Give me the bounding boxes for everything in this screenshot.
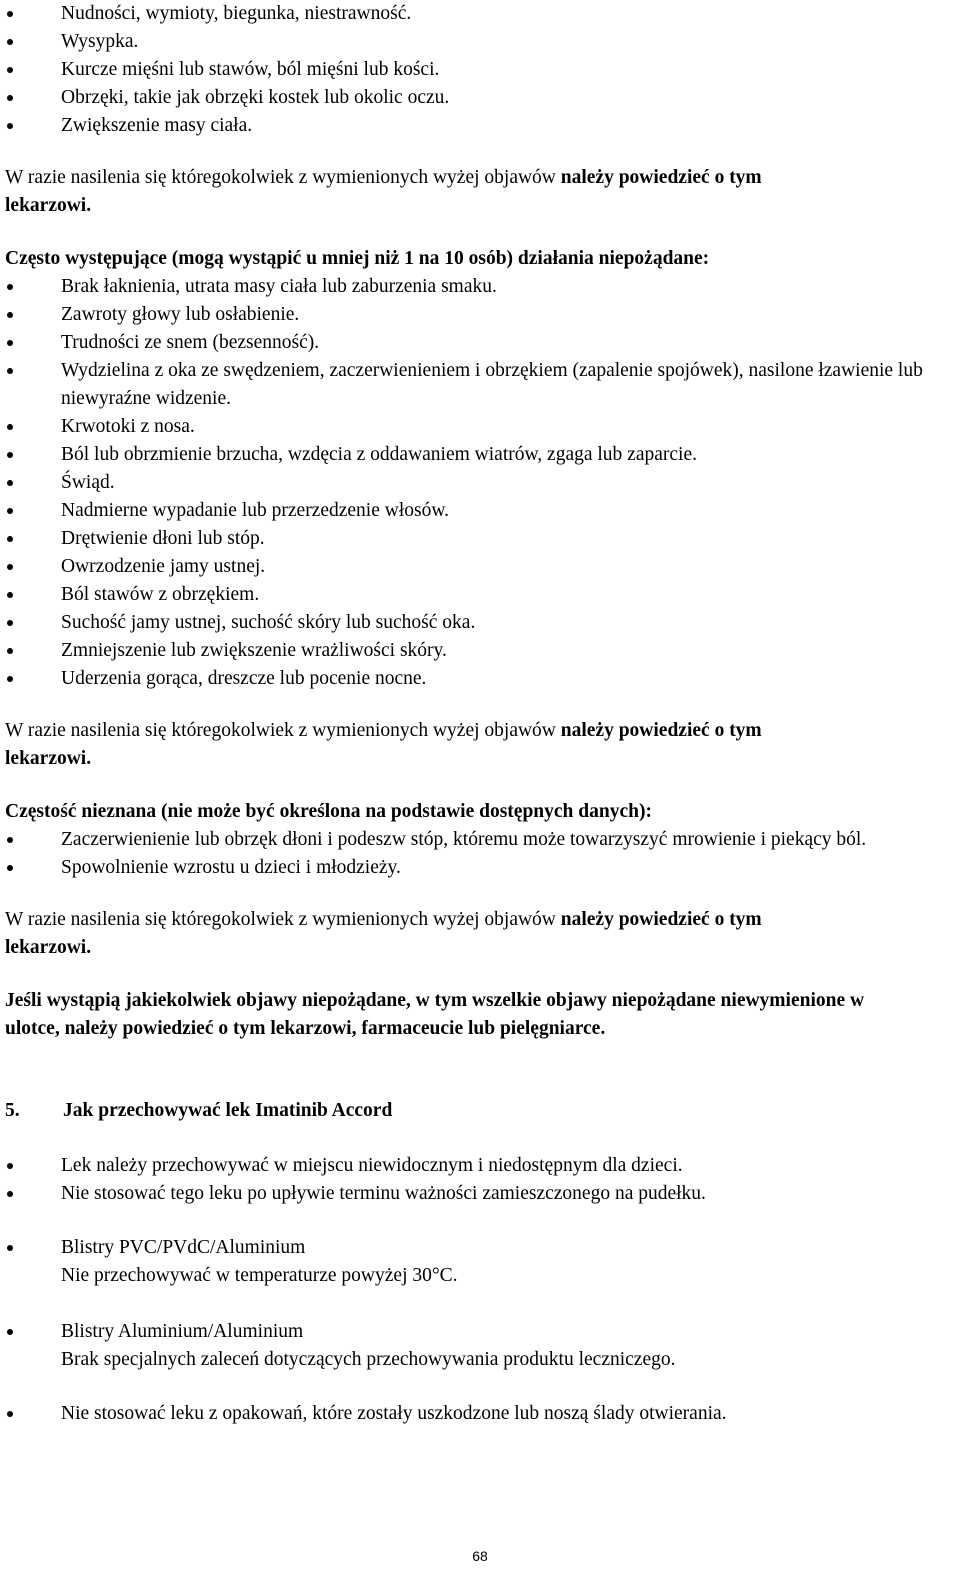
bullet-icon <box>7 452 13 458</box>
bullet-icon <box>7 676 13 682</box>
section-number: 5. <box>5 1100 20 1121</box>
list-item: Blistry PVC/PVdC/Aluminium Nie przechowywać w temperaturze powyżej 30°C. <box>0 1234 960 1290</box>
list-item: Kurcze mięśni lub stawów, ból mięśni lub kości. <box>0 56 960 84</box>
final-notice: Jeśli wystąpią jakiekolwiek objawy niepożądane, w tym wszelkie objawy niepożądane niewymienione w ulotce, należy powiedzieć o tym lekarzowi, farmaceucie lub pielęgniarce. <box>5 990 865 1039</box>
list-item: Zawroty głowy lub osłabienie. <box>0 301 960 329</box>
section-5-heading <box>0 1097 960 1125</box>
page-number: 68 <box>472 1548 488 1564</box>
bullet-icon <box>7 340 13 346</box>
bullet-icon <box>7 592 13 598</box>
list-item: Lek należy przechowywać w miejscu niewidocznym i niedostępnym dla dzieci. <box>0 1152 960 1180</box>
bullet-icon <box>7 837 13 843</box>
notice-paragraph: W razie nasilenia się któregokolwiek z wymienionych wyżej objawów należy powiedzieć o tym lekarzowi. <box>5 720 762 769</box>
list-item: Nie stosować tego leku po upływie terminu ważności zamieszczonego na pudełku. <box>0 1180 960 1208</box>
list-item: Świąd. <box>0 469 960 497</box>
storage-blister-1 <box>0 1234 960 1290</box>
section-heading-unknown: Częstość nieznana (nie może być określona na podstawie dostępnych danych): <box>5 801 652 822</box>
list-item: Nadmierne wypadanie lub przerzedzenie włosów. <box>0 497 960 525</box>
list-item: Krwotoki z nosa. <box>0 413 960 441</box>
storage-list <box>0 1152 960 1208</box>
bullet-icon <box>7 1245 13 1251</box>
list-item: Suchość jamy ustnej, suchość skóry lub suchość oka. <box>0 609 960 637</box>
side-effects-list-a <box>0 0 960 140</box>
list-item: Brak łaknienia, utrata masy ciała lub zaburzenia smaku. <box>0 273 960 301</box>
bullet-icon <box>7 284 13 290</box>
bullet-icon <box>7 648 13 654</box>
side-effects-list-unknown <box>0 826 960 882</box>
list-item: Obrzęki, takie jak obrzęki kostek lub okolic oczu. <box>0 84 960 112</box>
bullet-icon <box>7 123 13 129</box>
list-item: Ból lub obrzmienie brzucha, wzdęcia z oddawaniem wiatrów, zgaga lub zaparcie. <box>0 441 960 469</box>
bullet-icon <box>7 1191 13 1197</box>
list-item: Blistry Aluminium/Aluminium Brak specjalnych zaleceń dotyczących przechowywania produktu leczniczego. <box>0 1318 960 1374</box>
bullet-icon <box>7 536 13 542</box>
bullet-icon <box>7 620 13 626</box>
bullet-icon <box>7 508 13 514</box>
bullet-icon <box>7 564 13 570</box>
list-item: Nudności, wymioty, biegunka, niestrawność. <box>0 0 960 28</box>
bullet-icon <box>7 11 13 17</box>
list-item: Wydzielina z oka ze swędzeniem, zaczerwienieniem i obrzękiem (zapalenie spojówek), nasilone łzawienie lub niewyraźne widzenie. <box>0 357 960 413</box>
bullet-icon <box>7 39 13 45</box>
storage-list-last <box>0 1400 960 1428</box>
bullet-icon <box>7 368 13 374</box>
bullet-icon <box>7 312 13 318</box>
notice-paragraph: W razie nasilenia się któregokolwiek z wymienionych wyżej objawów należy powiedzieć o tym lekarzowi. <box>5 909 762 958</box>
section-heading-common: Często występujące (mogą wystąpić u mniej niż 1 na 10 osób) działania niepożądane: <box>5 248 710 269</box>
list-item: Ból stawów z obrzękiem. <box>0 581 960 609</box>
side-effects-list-common <box>0 273 960 693</box>
bullet-icon <box>7 67 13 73</box>
list-item: Owrzodzenie jamy ustnej. <box>0 553 960 581</box>
bullet-icon <box>7 1329 13 1335</box>
bullet-icon <box>7 1411 13 1417</box>
list-item: Trudności ze snem (bezsenność). <box>0 329 960 357</box>
list-item: Wysypka. <box>0 28 960 56</box>
bullet-icon <box>7 1163 13 1169</box>
list-item: Zaczerwienienie lub obrzęk dłoni i podeszw stóp, któremu może towarzyszyć mrowienie i piekący ból. <box>0 826 960 854</box>
list-item: Uderzenia gorąca, dreszcze lub pocenie nocne. <box>0 665 960 693</box>
bullet-icon <box>7 95 13 101</box>
list-item: Drętwienie dłoni lub stóp. <box>0 525 960 553</box>
list-item: Spowolnienie wzrostu u dzieci i młodzieży. <box>0 854 960 882</box>
bullet-icon <box>7 480 13 486</box>
bullet-icon <box>7 424 13 430</box>
section-title: Jak przechowywać lek Imatinib Accord <box>63 1100 393 1121</box>
list-item: Zwiększenie masy ciała. <box>0 112 960 140</box>
list-item: Zmniejszenie lub zwiększenie wrażliwości skóry. <box>0 637 960 665</box>
storage-blister-2 <box>0 1318 960 1374</box>
list-item: Nie stosować leku z opakowań, które zostały uszkodzone lub noszą ślady otwierania. <box>0 1400 960 1428</box>
bullet-icon <box>7 865 13 871</box>
notice-paragraph: W razie nasilenia się któregokolwiek z wymienionych wyżej objawów należy powiedzieć o tym lekarzowi. <box>5 167 762 216</box>
